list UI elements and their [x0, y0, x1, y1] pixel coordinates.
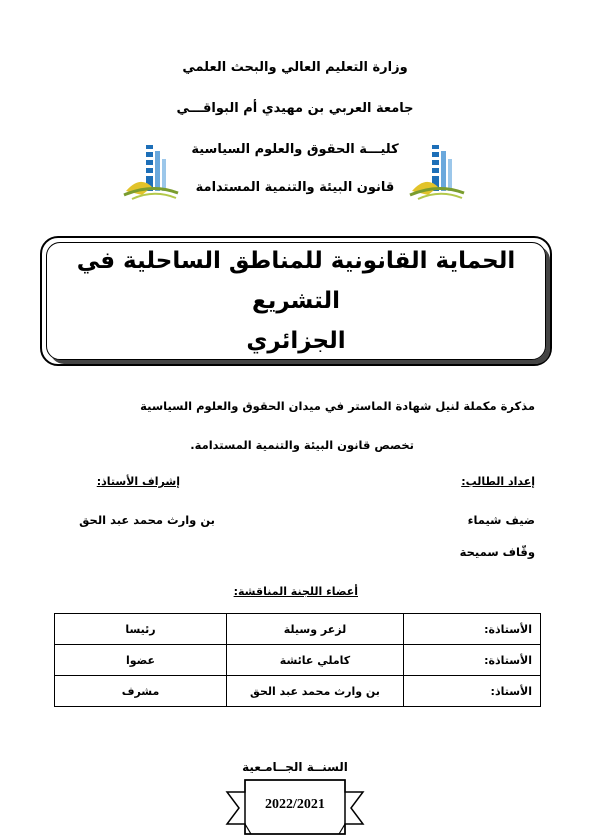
specialty-header: قانون البيئة والتنمية المستدامة: [195, 180, 395, 195]
committee-table: [54, 613, 541, 707]
academic-year: 2022/2021: [265, 797, 325, 812]
students-label: إعداد الطالب:: [461, 475, 535, 488]
supervisor-label: إشراف الأستاذ:: [96, 475, 180, 488]
description-line1: مذكرة مكملة لنيل شهادة الماستر في ميدان الحقوق والعلوم السياسية: [140, 399, 535, 413]
supervisor-name: بن وارث محمد عبد الحق: [79, 513, 215, 527]
academic-year-label: السنــة الجــامـعية: [242, 760, 348, 774]
university-logo-icon: [408, 143, 468, 203]
ministry-name: وزارة التعليم العالي والبحث العلمي: [182, 60, 408, 75]
member-name: كاملي عائشة: [227, 645, 404, 676]
thesis-title-line1: الحماية القانونية للمناطق الساحلية في التشريع: [76, 248, 516, 314]
member-title: الأستاذ:: [404, 676, 541, 707]
member-role: رئيسا: [55, 614, 227, 645]
faculty-name: كليـــة الحقوق والعلوم السياسية: [191, 142, 399, 157]
university-logo-icon: [122, 143, 182, 203]
member-title: الأستاذة:: [404, 645, 541, 676]
member-name: بن وارث محمد عبد الحق: [227, 676, 404, 707]
table-row: [55, 645, 541, 676]
description-line2: تخصص قانون البيئة والتنمية المستدامة.: [190, 438, 414, 452]
table-row: [55, 676, 541, 707]
member-role: عضوا: [55, 645, 227, 676]
title-box: [46, 242, 546, 360]
student-name: وقّاف سميحة: [459, 545, 535, 559]
table-row: [55, 614, 541, 645]
thesis-title-line2: الجزائري: [246, 328, 346, 354]
committee-label: أعضاء اللجنة المناقشة:: [233, 585, 358, 598]
member-title: الأستاذة:: [404, 614, 541, 645]
member-name: لزعر وسيلة: [227, 614, 404, 645]
university-name: جامعة العربي بن مهيدي أم البواقـــي: [176, 101, 414, 116]
student-name: ضيف شيماء: [467, 513, 535, 527]
member-role: مشرف: [55, 676, 227, 707]
